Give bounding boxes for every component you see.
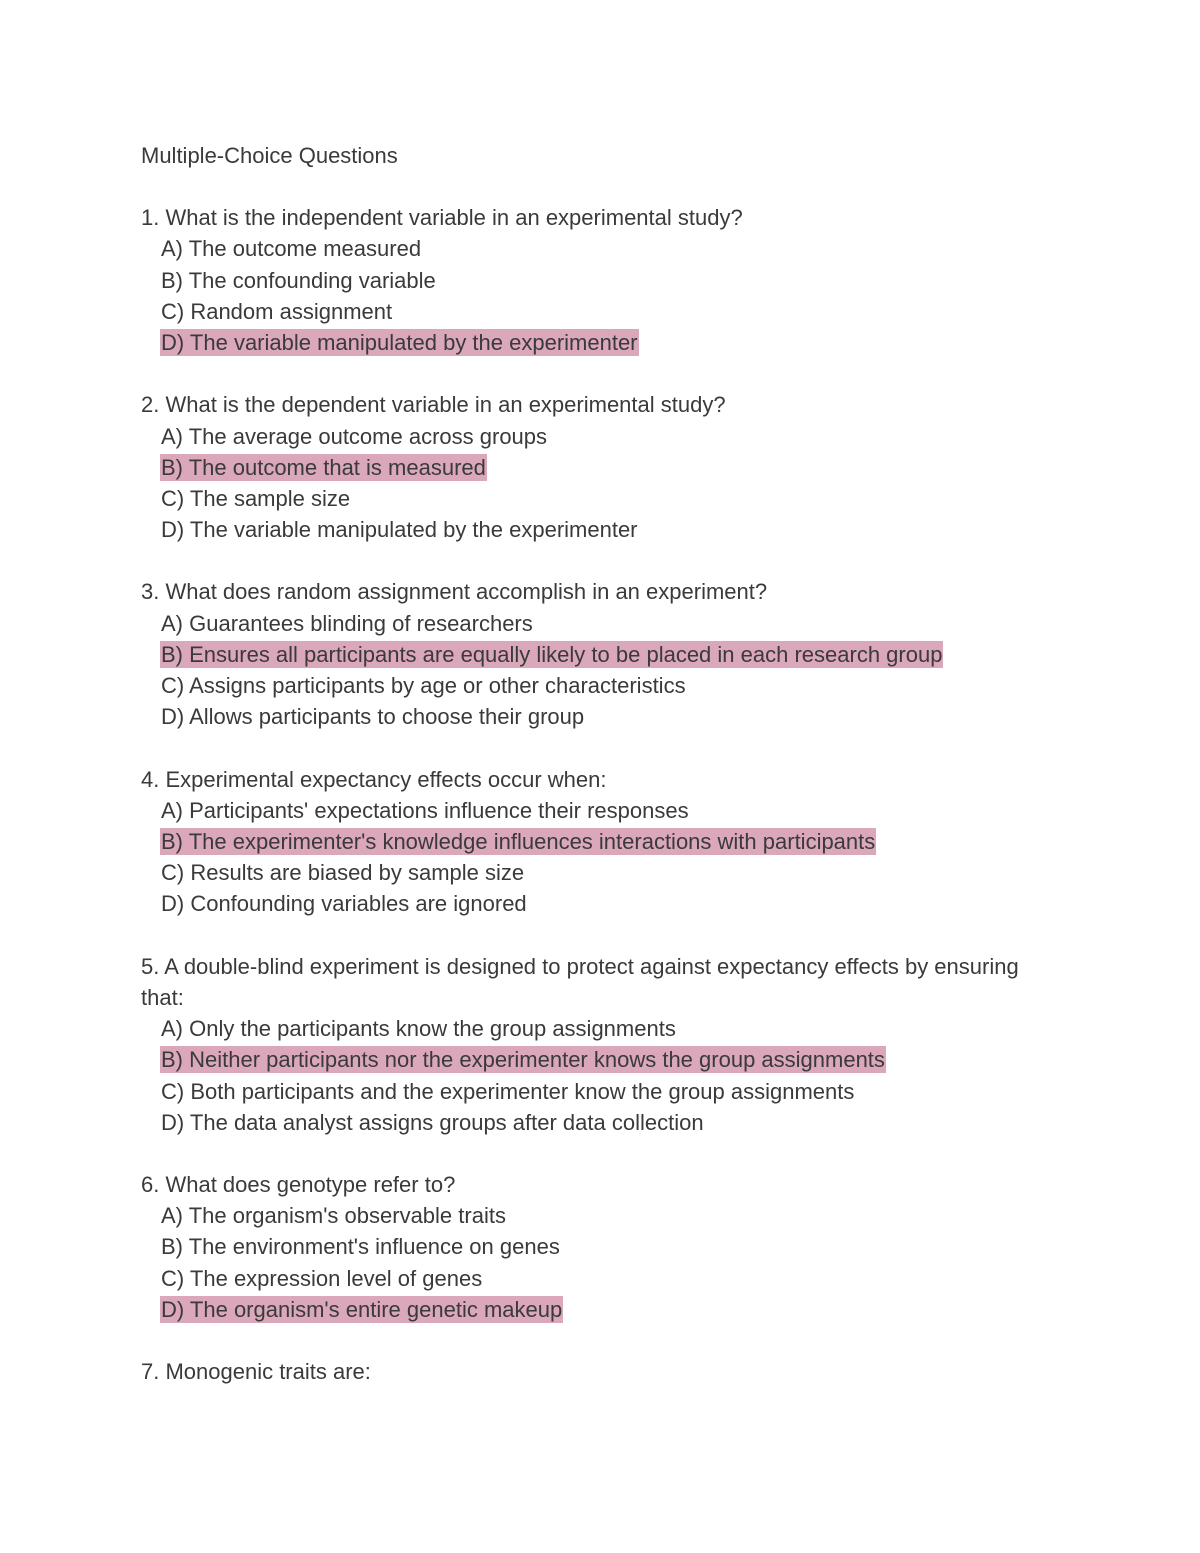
answer-option-text: D) Allows participants to choose their group: [161, 704, 585, 730]
answer-option-text: D) The variable manipulated by the experimenter: [161, 517, 638, 543]
answer-option: [141, 265, 1021, 296]
answer-option-text: D) Confounding variables are ignored: [161, 891, 527, 917]
answer-option: [141, 608, 1021, 639]
answer-option: [141, 795, 1021, 826]
answer-option-text: B) The outcome that is measured: [161, 454, 486, 480]
answer-option-highlighted: [141, 639, 1021, 670]
answer-option: [141, 233, 1021, 264]
question-text: 6. What does genotype refer to?: [141, 1172, 456, 1198]
answer-option: [141, 296, 1021, 327]
answer-option-text: B) The experimenter's knowledge influences interactions with participants: [161, 829, 876, 854]
answer-options: [141, 233, 1021, 358]
answer-option: [141, 888, 1021, 919]
answer-option-highlighted: [141, 452, 1021, 483]
answer-option-text: B) The confounding variable: [161, 267, 436, 293]
question-text: 4. Experimental expectancy effects occur when:: [141, 766, 607, 792]
answer-options: [141, 608, 1021, 733]
answer-option: [141, 701, 1021, 732]
answer-option-text: A) The outcome measured: [161, 236, 422, 262]
answer-option: [141, 514, 1021, 545]
answer-option: [141, 1107, 1021, 1138]
question-block: [141, 951, 1021, 1138]
question-text: 7. Monogenic traits are:: [141, 1359, 371, 1385]
question-text: 1. What is the independent variable in an experimental study?: [141, 205, 743, 231]
answer-option: [141, 1231, 1021, 1262]
answer-option-text: A) Participants' expectations influence their responses: [161, 797, 689, 823]
answer-option-text: A) The average outcome across groups: [161, 423, 548, 449]
answer-option: [141, 1076, 1021, 1107]
answer-option-highlighted: [141, 327, 1021, 358]
answer-options: [141, 1013, 1021, 1138]
question-block: [141, 576, 1021, 732]
answer-option-text: C) The expression level of genes: [161, 1265, 483, 1291]
document-title: Multiple-Choice Questions: [141, 143, 398, 168]
question-text: 5. A double-blind experiment is designed to protect against expectancy effects by ensuring that:: [141, 953, 1019, 1010]
answer-option-text: B) The environment's influence on genes: [161, 1234, 560, 1260]
answer-options: [141, 1200, 1021, 1325]
answer-option-text: C) Assigns participants by age or other characteristics: [161, 673, 686, 699]
answer-options: [141, 421, 1021, 546]
answer-option-text: D) The variable manipulated by the experimenter: [161, 329, 638, 355]
answer-option-text: D) The data analyst assigns groups after data collection: [161, 1109, 704, 1135]
answer-option-text: C) Results are biased by sample size: [161, 860, 525, 886]
answer-option-text: A) Only the participants know the group assignments: [161, 1016, 676, 1042]
answer-option: [141, 1263, 1021, 1294]
answer-option-text: A) Guarantees blinding of researchers: [161, 610, 533, 636]
answer-option-text: C) Both participants and the experimenter know the group assignments: [161, 1078, 855, 1104]
answer-options: [141, 795, 1021, 920]
question-list: [141, 202, 1021, 1387]
question-block: [141, 389, 1021, 545]
answer-option-text: D) The organism's entire genetic makeup: [161, 1296, 563, 1322]
answer-option: [141, 670, 1021, 701]
question-text: 3. What does random assignment accomplish in an experiment?: [141, 579, 768, 605]
question-block: [141, 1169, 1021, 1325]
answer-option: [141, 483, 1021, 514]
answer-option-text: A) The organism's observable traits: [161, 1203, 506, 1229]
answer-option-text: B) Neither participants nor the experimenter knows the group assignments: [161, 1047, 885, 1073]
question-text: 2. What is the dependent variable in an experimental study?: [141, 392, 726, 418]
question-block: [141, 764, 1021, 920]
answer-option: [141, 857, 1021, 888]
answer-option-highlighted: [141, 1294, 1021, 1325]
answer-option-text: B) Ensures all participants are equally likely to be placed in each research group: [161, 641, 943, 667]
answer-option: [141, 1200, 1021, 1231]
question-block: [141, 202, 1021, 358]
answer-option-text: C) The sample size: [161, 485, 351, 511]
answer-option-highlighted: [141, 826, 1021, 857]
answer-option: [141, 421, 1021, 452]
answer-option-highlighted: [141, 1044, 1021, 1075]
question-block: [141, 1356, 1021, 1387]
document-page: [141, 140, 1021, 1419]
answer-option-text: C) Random assignment: [161, 298, 393, 324]
answer-option: [141, 1013, 1021, 1044]
